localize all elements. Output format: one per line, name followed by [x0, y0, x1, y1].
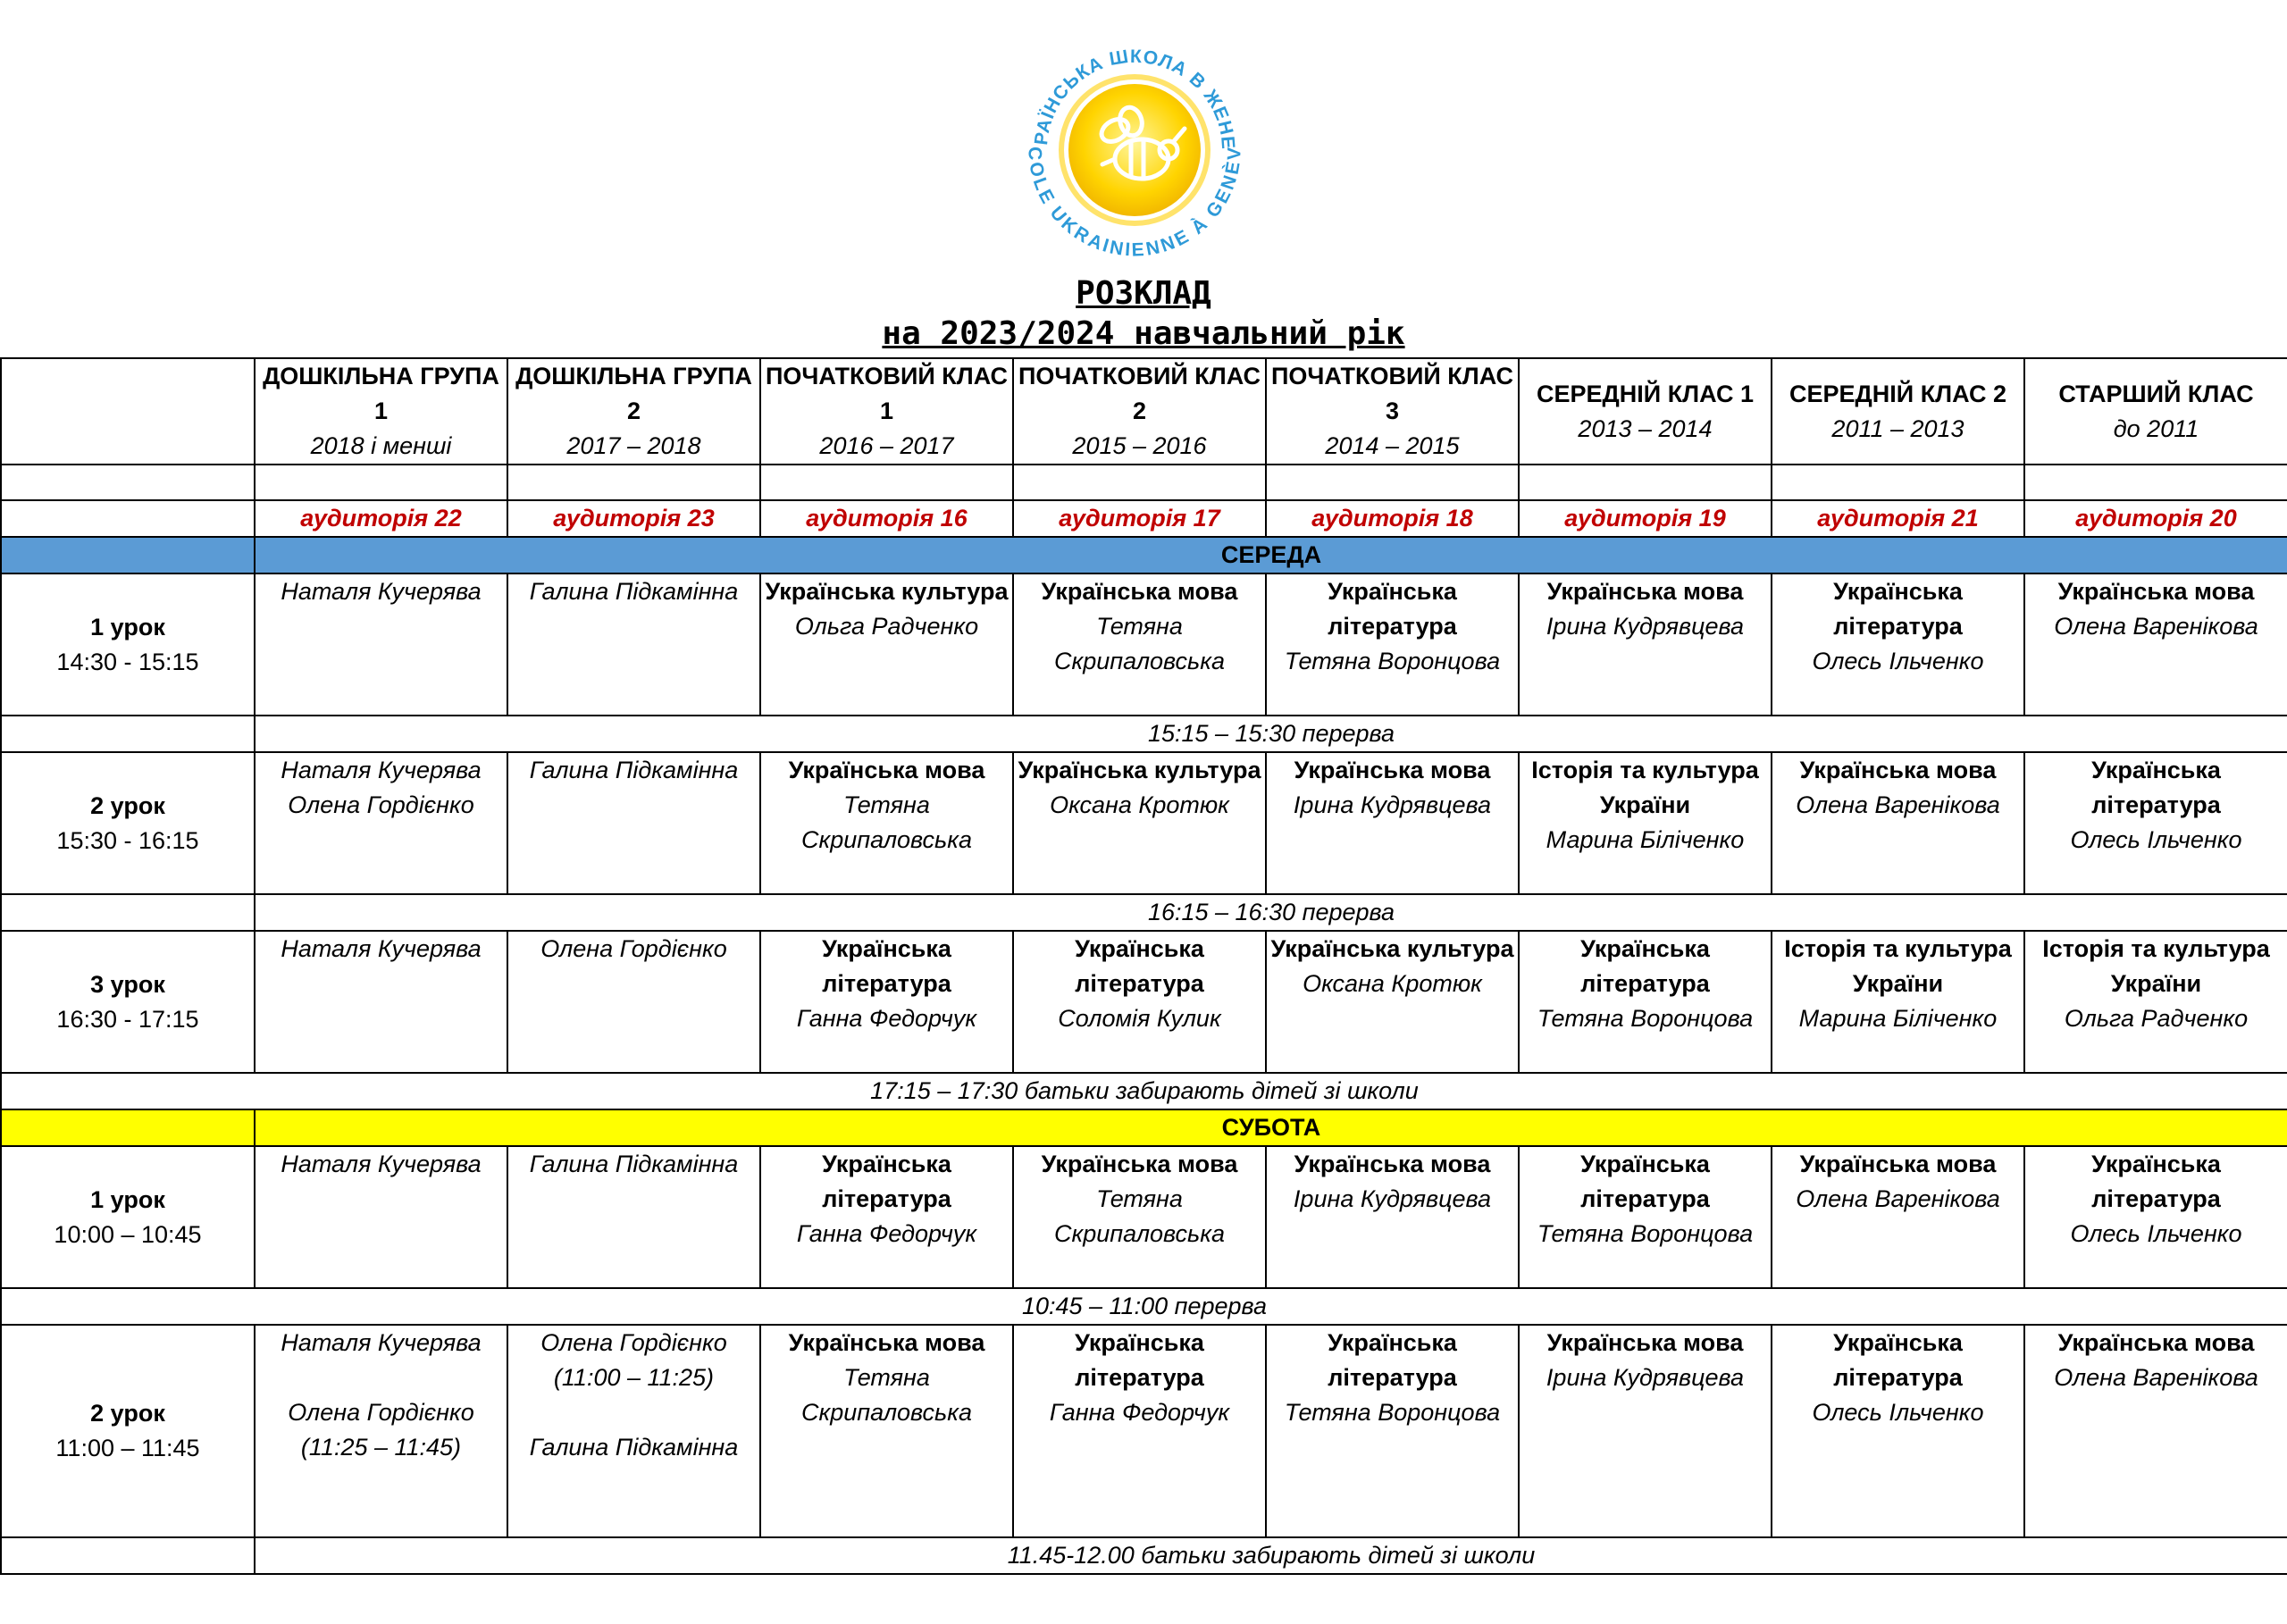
lesson-cell: Українська мова Тетяна Скрипаловська	[1013, 1146, 1266, 1288]
class-header: СЕРЕДНІЙ КЛАС 1 2013 – 2014	[1519, 358, 1772, 465]
lesson-cell: Українська література Тетяна Воронцова	[1266, 1325, 1519, 1537]
lesson-row	[1, 1325, 2287, 1537]
lesson-cell: Українська література Ганна Федорчук	[760, 931, 1013, 1073]
period-cell: 2 урок 15:30 - 16:15	[1, 752, 255, 894]
lesson-cell: Українська мова Ірина Кудрявцева	[1519, 1325, 1772, 1537]
room-label: аудиторія 23	[507, 500, 760, 537]
lesson-cell: Наталя Кучерява	[255, 1146, 507, 1288]
break-label: 16:15 – 16:30 перерва	[255, 894, 2287, 931]
period-cell: 2 урок 11:00 – 11:45	[1, 1325, 255, 1537]
school-logo	[1001, 25, 1269, 266]
lesson-cell: Українська мова Ірина Кудрявцева	[1519, 573, 1772, 716]
pickup-row	[1, 1073, 2287, 1109]
pickup-label: 11.45-12.00 батьки забирають дітей зі школи	[255, 1537, 2287, 1574]
lesson-cell: Українська література Тетяна Воронцова	[1266, 573, 1519, 716]
lesson-cell: Українська література Олесь Ільченко	[2024, 752, 2287, 894]
day-label-wednesday: СЕРЕДА	[255, 537, 2287, 573]
lesson-cell: Українська література Тетяна Воронцова	[1519, 1146, 1772, 1288]
title-line-1: РОЗКЛАД	[1076, 275, 1211, 312]
class-header: ПОЧАТКОВИЙ КЛАС 3 2014 – 2015	[1266, 358, 1519, 465]
pickup-row	[1, 1537, 2287, 1574]
period-cell: 1 урок 14:30 - 15:15	[1, 573, 255, 716]
lesson-cell: Українська культура Оксана Кротюк	[1013, 752, 1266, 894]
class-header: СТАРШИЙ КЛАС до 2011	[2024, 358, 2287, 465]
class-header: ДОШКІЛЬНА ГРУПА 1 2018 і менші	[255, 358, 507, 465]
lesson-row	[1, 1146, 2287, 1288]
lesson-cell: Історія та культура України Марина Біліченко	[1519, 752, 1772, 894]
class-header: ПОЧАТКОВИЙ КЛАС 2 2015 – 2016	[1013, 358, 1266, 465]
room-label: аудиторія 22	[255, 500, 507, 537]
lesson-cell: Олена Гордієнко (11:00 – 11:25) Галина Підкамінна	[507, 1325, 760, 1537]
lesson-cell: Олена Гордієнко	[507, 931, 760, 1073]
lesson-row	[1, 752, 2287, 894]
lesson-cell: Українська література Олесь Ільченко	[2024, 1146, 2287, 1288]
class-header: ДОШКІЛЬНА ГРУПА 2 2017 – 2018	[507, 358, 760, 465]
pickup-label: 17:15 – 17:30 батьки забирають дітей зі школи	[1, 1073, 2287, 1109]
class-header: СЕРЕДНІЙ КЛАС 2 2011 – 2013	[1772, 358, 2024, 465]
lesson-cell: Українська література Олесь Ільченко	[1772, 1325, 2024, 1537]
lesson-cell: Історія та культура України Ольга Радченко	[2024, 931, 2287, 1073]
logo-emblem	[1001, 25, 1269, 266]
lesson-cell: Українська література Тетяна Воронцова	[1519, 931, 1772, 1073]
class-header: ПОЧАТКОВИЙ КЛАС 1 2016 – 2017	[760, 358, 1013, 465]
period-cell: 1 урок 10:00 – 10:45	[1, 1146, 255, 1288]
lesson-cell: Українська мова Тетяна Скрипаловська	[760, 1325, 1013, 1537]
room-label: аудиторія 17	[1013, 500, 1266, 537]
lesson-cell: Галина Підкамінна	[507, 1146, 760, 1288]
day-label-saturday: СУБОТА	[255, 1109, 2287, 1146]
lesson-cell: Наталя Кучерява Олена Гордієнко	[255, 752, 507, 894]
lesson-cell: Українська культура Ольга Радченко	[760, 573, 1013, 716]
lesson-row	[1, 931, 2287, 1073]
period-cell: 3 урок 16:30 - 17:15	[1, 931, 255, 1073]
break-row	[1, 894, 2287, 931]
lesson-cell: Галина Підкамінна	[507, 752, 760, 894]
corner-cell	[1, 358, 255, 465]
room-label: аудиторія 21	[1772, 500, 2024, 537]
sun-circle	[1068, 84, 1201, 216]
title-line-2: на 2023/2024 навчальний рік	[882, 315, 1405, 352]
break-label: 15:15 – 15:30 перерва	[255, 716, 2287, 752]
lesson-cell: Наталя Кучерява	[255, 573, 507, 716]
lesson-row	[1, 573, 2287, 716]
lesson-cell: Наталя Кучерява Олена Гордієнко (11:25 – 11:45)	[255, 1325, 507, 1537]
class-header-row	[1, 358, 2287, 465]
lesson-cell: Українська мова Олена Варенікова	[1772, 1146, 2024, 1288]
lesson-cell: Українська культура Оксана Кротюк	[1266, 931, 1519, 1073]
lesson-cell: Українська література Олесь Ільченко	[1772, 573, 2024, 716]
lesson-cell: Наталя Кучерява	[255, 931, 507, 1073]
logo-text-fr: COLE UKRAINIENNE À GENÈV	[1024, 146, 1245, 261]
lesson-cell: Українська мова Олена Варенікова	[2024, 573, 2287, 716]
room-row	[1, 500, 2287, 537]
room-label: аудиторія 18	[1266, 500, 1519, 537]
lesson-cell: Українська література Соломія Кулик	[1013, 931, 1266, 1073]
lesson-cell: Українська література Ганна Федорчук	[1013, 1325, 1266, 1537]
logo-text-ua: РАЇНСЬКА ШКОЛА В ЖЕНЕ	[1031, 46, 1239, 151]
page-title	[0, 273, 2287, 354]
lesson-cell: Українська мова Олена Варенікова	[1772, 752, 2024, 894]
empty-row	[1, 465, 2287, 500]
lesson-cell: Українська література Ганна Федорчук	[760, 1146, 1013, 1288]
room-label: аудиторія 16	[760, 500, 1013, 537]
lesson-cell: Українська мова Тетяна Скрипаловська	[1013, 573, 1266, 716]
lesson-cell: Українська мова Олена Варенікова	[2024, 1325, 2287, 1537]
schedule-table	[0, 357, 2287, 1575]
room-label: аудиторія 20	[2024, 500, 2287, 537]
day-row-saturday	[1, 1109, 2287, 1146]
break-row	[1, 1288, 2287, 1325]
day-row-wednesday	[1, 537, 2287, 573]
room-label: аудиторія 19	[1519, 500, 1772, 537]
lesson-cell: Історія та культура України Марина Біліченко	[1772, 931, 2024, 1073]
lesson-cell: Українська мова Ірина Кудрявцева	[1266, 752, 1519, 894]
break-row	[1, 716, 2287, 752]
lesson-cell: Галина Підкамінна	[507, 573, 760, 716]
lesson-cell: Українська мова Тетяна Скрипаловська	[760, 752, 1013, 894]
lesson-cell: Українська мова Ірина Кудрявцева	[1266, 1146, 1519, 1288]
break-label: 10:45 – 11:00 перерва	[1, 1288, 2287, 1325]
